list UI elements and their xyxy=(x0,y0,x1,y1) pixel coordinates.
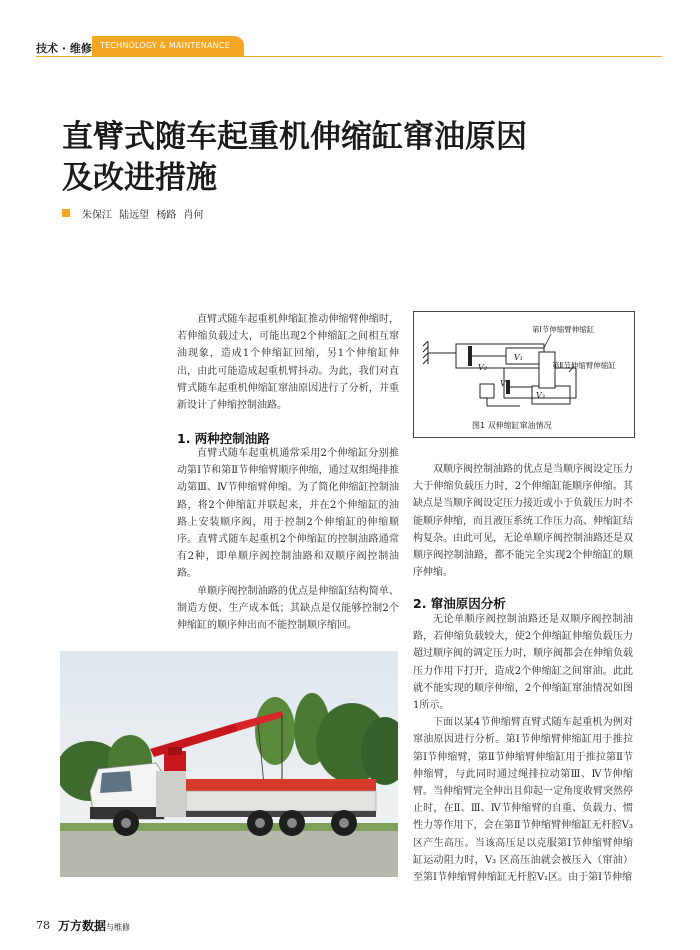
wall-anchor-icon xyxy=(423,341,456,364)
ground xyxy=(60,829,398,877)
section-2-paragraph-2: 下面以某4节伸缩臂直臂式随车起重机为例对窜油原因进行分析。第Ⅰ节伸缩臂伸缩缸用于推拉第Ⅰ节伸缩臂，第Ⅱ节伸缩臂伸缩缸用于推拉第Ⅱ节伸缩臂，与此同时通过绳排拉动第Ⅲ、Ⅳ节伸缩臂。当伸缩臂完全伸出且仰起一定角度收臂突然停止时，在Ⅱ、Ⅲ、Ⅳ节伸缩臂的自重、负载力、惯性力等作用下，会在第Ⅱ节伸缩臂伸缩缸无杆腔V₃区产生高压。当该高压足以克服第Ⅰ节伸缩臂伸缩缸运动阻力时，V₃ 区高压油就会被压入（窜油）至第Ⅰ节伸缩臂伸缩缸无杆腔V₁区。由于第Ⅰ节伸缩 xyxy=(413,717,633,884)
sequence-valve-box xyxy=(480,384,494,398)
section-1-paragraph-1: 直臂式随车起重机通常采用2个伸缩缸分别推动第Ⅰ节和第Ⅱ节伸缩臂顺序伸缩，通过双组绳排推动第Ⅲ、Ⅳ节伸缩臂伸缩。为了简化伸缩缸控制油路，将2个伸缩缸并联起来，并在2个伸缩缸的油路上安装顺序阀，用于控制2个伸缩缸的伸缩顺序。直臂式随车起重机2个伸缩缸的控制油路通常有2种，即单顺序阀控制油路和双顺序阀控制油路。 xyxy=(177,448,399,580)
abstract xyxy=(177,311,399,414)
figure-1-diagram xyxy=(414,312,634,437)
cylinder-1-end-block xyxy=(539,352,555,388)
label-v3: V₃ xyxy=(536,391,545,400)
label-v2: V₂ xyxy=(478,363,487,372)
header-rule xyxy=(36,56,662,57)
page-number: 78 xyxy=(36,919,50,932)
title-line-1: 直臂式随车起重机伸缩缸窜油原因 xyxy=(62,119,527,155)
label-v1: V₁ xyxy=(514,353,523,362)
cylinder-1-inner xyxy=(506,348,544,364)
title-line-2: 及改进措施 xyxy=(62,160,217,196)
section-label-cn: 技术 · 维修 xyxy=(36,42,92,55)
column-2-top xyxy=(413,461,633,581)
section-2-body xyxy=(413,611,633,886)
section-2-paragraph-1: 无论单顺序阀控制油路还是双顺序阀控制油路，若伸缩负载较大，使2个伸缩缸伸缩负载压力超过顺序阀的调定压力时，顺序阀都会在伸缩负载压力作用下打开，造成2个伸缩缸之间窜油。此此就不能实现的顺序伸缩，2个伸缩缸窜油情况如图1所示。 xyxy=(413,614,633,712)
column-2-paragraph-1: 双顺序阀控制油路的优点是当顺序阀设定压力大于伸缩负载压力时，2个伸缩缸能顺序伸缩。其缺点是当顺序阀设定压力接近或小于负载压力时不能顺序伸缩，而且液压系统工作压力高、伸缩缸结构复杂。由此可见，无论单顺序阀控制油路还是双顺序阀控制油路，都不能完全实现2个伸缩缸的顺序伸缩。 xyxy=(413,464,633,579)
journal-brand xyxy=(58,917,130,934)
author-list: 朱保江 陆远望 杨路 肖何 xyxy=(82,210,204,221)
journal-brand-name: 万方数据 xyxy=(58,919,107,933)
author-bullet-icon xyxy=(62,209,70,217)
section-2-heading: 2. 窜油原因分析 xyxy=(413,596,506,611)
label-cylinder-1: 第Ⅰ节伸缩臂伸缩缸 xyxy=(532,325,595,334)
crane-truck-photo xyxy=(60,651,398,877)
cylinder-1-piston xyxy=(468,346,472,366)
label-cylinder-2: 第Ⅱ节伸缩臂伸缩缸 xyxy=(552,361,616,370)
label-v4: V₄ xyxy=(500,379,509,388)
article-title xyxy=(62,117,622,199)
section-label-en: TECHNOLOGY & MAINTENANCE xyxy=(100,41,230,50)
section-1-paragraph-2: 单顺序阀控制油路的优点是伸缩缸结构简单、制造方便、生产成本低；其缺点是仅能够控制2个伸缩缸的顺序伸出而不能控制顺序缩回。 xyxy=(177,585,399,632)
journal-brand-suffix: 与维修 xyxy=(106,923,131,932)
abstract-paragraph: 直臂式随车起重机伸缩缸推动伸缩臂伸缩时，若伸缩负载过大，可能出现2个伸缩缸之间相互窜油现象，造成1个伸缩缸回缩，另1个伸缩缸伸出，由此可能造成起重机臂抖动。为此，我们对直臂式随车起重机伸缩缸窜油原因进行了分析，并重新设计了伸缩控制油路。 xyxy=(177,314,399,412)
section-1-body xyxy=(177,445,399,634)
section-1-heading: 1. 两种控制油路 xyxy=(177,431,270,446)
figure-1-caption: 图1 双伸缩缸窜油情况 xyxy=(472,421,552,430)
